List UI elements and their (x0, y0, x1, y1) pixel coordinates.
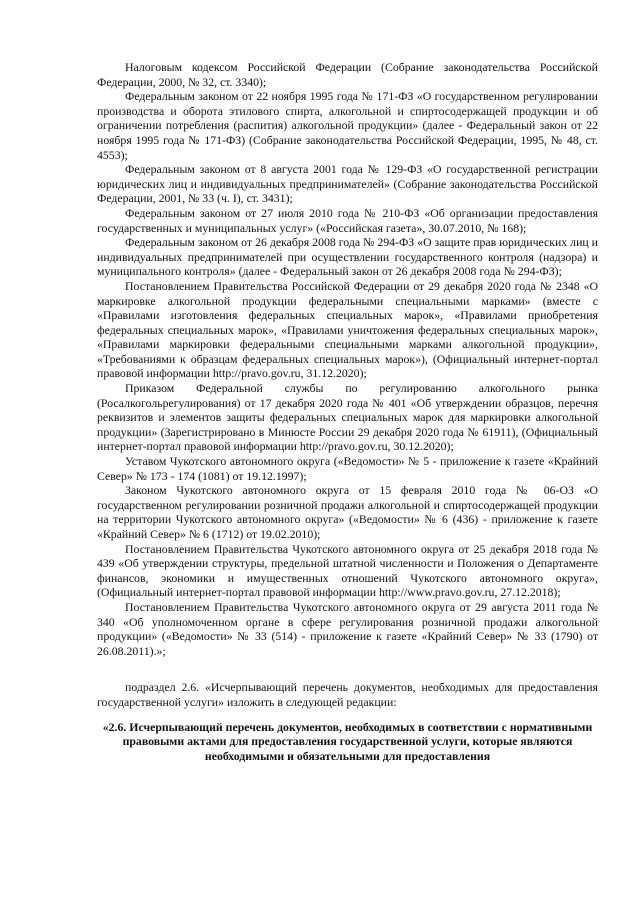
paragraph-law-210: Федеральным законом от 27 июля 2010 года № 210-ФЗ «Об организации предоставления государственных и муниципальных услуг» («Российская газета», 30.07.2010, № 168); (97, 205, 598, 235)
subsection-instruction: подраздел 2.6. «Исчерпывающий перечень документов, необходимых для предоставления государственной услуги» изложить в следующей редакции: (97, 680, 598, 709)
paragraph-resolution-2348: Постановлением Правительства Российской Федерации от 29 декабря 2020 года № 2348 «О маркировке алкогольной продукции федеральными специальными марками» (вместе с «Правилами изготовления федеральных специальных марок», «Правилами приобретения федеральных специальных марок», «Правилами уничтожения федеральных специальных марок», «Правилами маркировки федеральными специальными марками алкогольной продукции», «Требованиями к образцам федеральных специальных марок»), (Официальный интернет-портал правовой информации http://pravo.gov.ru, 31.12.2020); (97, 278, 598, 381)
paragraph-law-129: Федеральным законом от 8 августа 2001 года № 129-ФЗ «О государственной регистрации юридических лиц и индивидуальных предпринимателей» (Собрание законодательства Российской Федерации, 2001, № 33 (ч. I), ст. 3431); (97, 162, 598, 206)
paragraph-law-06-oz: Законом Чукотского автономного округа от 15 февраля 2010 года № 06-ОЗ «О государственном регулировании розничной продажи алкогольной и спиртосодержащей продукции на территории Чукотского автономного округа» («Ведомости» № 6 (436) - приложение к газете «Крайний Север» № 6 (1712) от 19.02.2010); (97, 483, 598, 541)
spacer (97, 710, 598, 720)
paragraph-law-294: Федеральным законом от 26 декабря 2008 года № 294-ФЗ «О защите прав юридических лиц и индивидуальных предпринимателей при осуществлении государственного контроля (надзора) и муниципального контроля» (далее - Федеральный закон от 26 декабря 2008 года № 294-ФЗ); (97, 235, 598, 279)
paragraph-order-401: Приказом Федеральной службы по регулированию алкогольного рынка (Росалкогольрегулирования) от 17 декабря 2020 года № 401 «Об утверждении образцов, перечня реквизитов и элементов защиты федеральных специальных марок для маркировки алкогольной продукции» (Зарегистрировано в Минюсте России 29 декабря 2020 года № 61911), (Официальный интернет-портал правовой информации http://pravo.gov.ru, 30.12.2020); (97, 381, 598, 454)
section-heading: «2.6. Исчерпывающий перечень документов, необходимых в соответствии с нормативными правовыми актами для предоставления государственной услуги, которые являются необходимыми и обязательными для предоставления (102, 719, 593, 763)
spacer (97, 658, 598, 680)
paragraph-resolution-340: Постановлением Правительства Чукотского автономного округа от 29 августа 2011 года № 340 «Об уполномоченном органе в сфере регулирования розничной продажи алкогольной продукции» («Ведомости» № 33 (514) - приложение к газете «Крайний Север» № 33 (1790) от 26.08.2011).»; (97, 599, 598, 658)
paragraph-law-171: Федеральным законом от 22 ноября 1995 года № 171-ФЗ «О государственном регулировании производства и оборота этилового спирта, алкогольной и спиртосодержащей продукции и об ограничении потребления (распития) алкогольной продукции» (далее - Федеральный закон от 22 ноября 1995 года № 171-ФЗ) (Собрание законодательства Российской Федерации, 1995, № 48, ст. 4553); (97, 89, 598, 162)
paragraph-resolution-439: Постановлением Правительства Чукотского автономного округа от 25 декабря 2018 года № 439 «Об утверждении структуры, предельной штатной численности и Положения о Департаменте финансов, экономики и имущественных отношений Чукотского автономного округа», (Официальный интернет-портал правовой информации http://www.pravo.gov.ru, 27.12.2018); (97, 541, 598, 600)
paragraph-tax-code: Налоговым кодексом Российской Федерации (Собрание законодательства Российской Федерации, 2000, № 32, ст. 3340); (97, 60, 598, 89)
paragraph-charter: Уставом Чукотского автономного округа («Ведомости» № 5 - приложение к газете «Крайний Север» № 173 - 174 (1081) от 19.12.1997); (97, 454, 598, 483)
